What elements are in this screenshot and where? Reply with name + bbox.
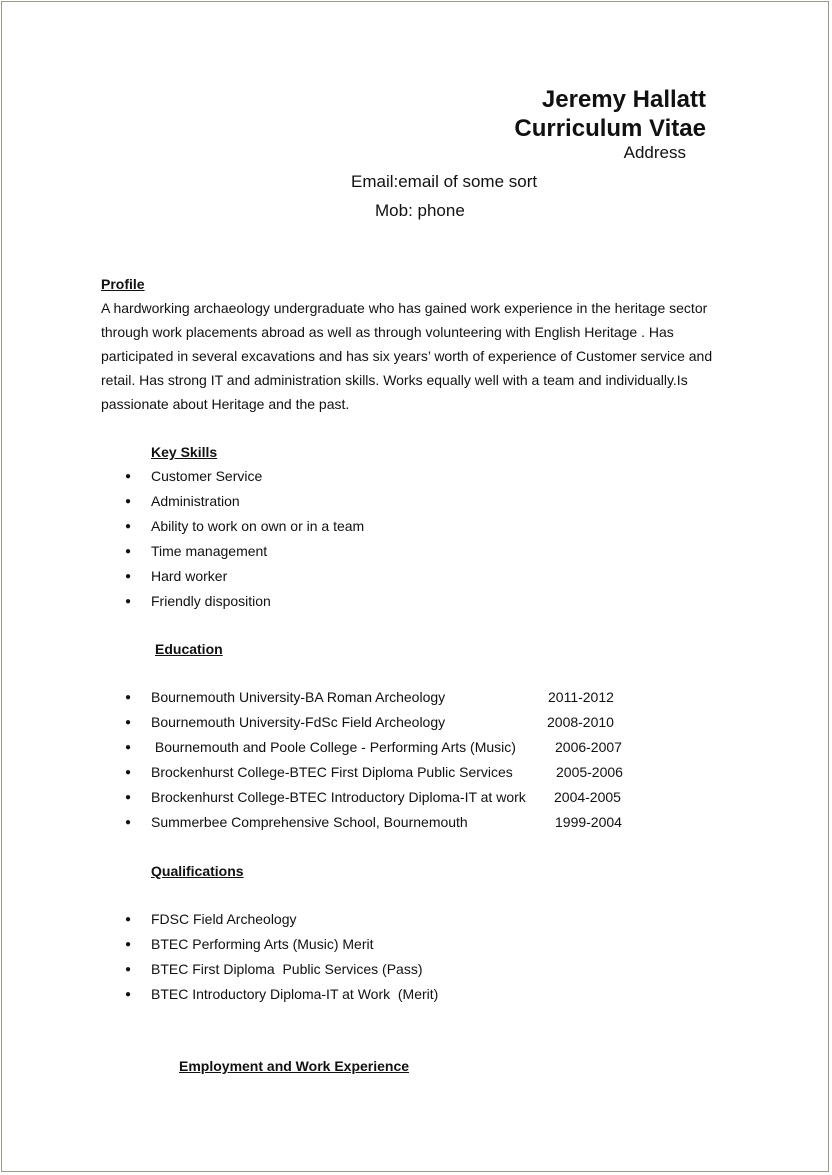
bullet-icon: ● [125, 989, 132, 1000]
list-item [125, 785, 621, 810]
bullet-icon: ● [125, 596, 132, 607]
list-item [125, 539, 364, 564]
list-item [125, 932, 438, 957]
mobile-line: Mob: phone [375, 201, 465, 220]
bullet-icon: ● [125, 692, 132, 703]
list-item [125, 760, 623, 785]
bullet-icon: ● [125, 914, 132, 925]
list-item [125, 589, 364, 614]
skill-label: Ability to work on own or in a team [151, 518, 365, 534]
bullet-icon: ● [125, 817, 132, 828]
qualification-label: FDSC Field Archeology [151, 911, 297, 927]
education-institution: Bournemouth and Poole College - Performing Arts (Music) [151, 739, 516, 755]
list-item [125, 735, 622, 760]
list-item [125, 710, 614, 735]
list-item [125, 489, 364, 514]
key-skills-list [125, 464, 365, 614]
education-years: 2005-2006 [556, 764, 623, 780]
bullet-icon: ● [125, 939, 132, 950]
bullet-icon: ● [125, 742, 132, 753]
employment-heading: Employment and Work Experience [179, 1058, 410, 1074]
qualification-label: BTEC First Diploma Public Services (Pass) [151, 961, 423, 977]
list-item [125, 957, 438, 982]
email-line: Email:email of some sort [351, 172, 538, 191]
education-list [125, 685, 623, 835]
education-years: 2004-2005 [554, 789, 621, 805]
skill-label: Administration [151, 493, 240, 509]
key-skills-heading: Key Skills [151, 444, 218, 460]
bullet-icon: ● [125, 496, 132, 507]
bullet-icon: ● [125, 767, 132, 778]
qualification-label: BTEC Introductory Diploma-IT at Work (Merit) [151, 986, 439, 1002]
list-item [125, 907, 438, 932]
bullet-icon: ● [125, 571, 132, 582]
bullet-icon: ● [125, 964, 132, 975]
profile-heading: Profile [101, 276, 145, 292]
bullet-icon: ● [125, 521, 132, 532]
skill-label: Hard worker [151, 568, 228, 584]
address-line: Address [623, 143, 686, 162]
education-years: 2008-2010 [547, 714, 614, 730]
qualifications-heading: Qualifications [151, 863, 244, 879]
education-years: 2011-2012 [548, 689, 614, 705]
profile-text: A hardworking archaeology undergraduate who has gained work experience in the heritage sector through work placements abroad as well as through volunteering with English Heritage . Has participated in several excavations and has six years’ worth of experience of Customer service and retail. Has strong IT and administration skills. Works equally well with a team and individually.Is passionate about Heritage and the past. [101, 300, 713, 412]
list-item [125, 564, 364, 589]
bullet-icon: ● [125, 471, 132, 482]
education-years: 1999-2004 [555, 814, 622, 830]
skill-label: Customer Service [151, 468, 263, 484]
bullet-icon: ● [125, 717, 132, 728]
list-item [125, 685, 614, 710]
list-item [125, 464, 364, 489]
education-institution: Summerbee Comprehensive School, Bournemouth [151, 814, 468, 830]
education-years: 2006-2007 [555, 739, 622, 755]
education-heading: Education [155, 641, 223, 657]
education-institution: Bournemouth University-FdSc Field Archeology [151, 714, 446, 730]
qualification-label: BTEC Performing Arts (Music) Merit [151, 936, 374, 952]
qualifications-list [125, 907, 439, 1007]
candidate-name: Jeremy Hallatt [541, 86, 706, 113]
list-item [125, 982, 439, 1007]
education-institution: Brockenhurst College-BTEC Introductory Diploma-IT at work [151, 789, 526, 805]
bullet-icon: ● [125, 792, 132, 803]
education-institution: Bournemouth University-BA Roman Archeology [151, 689, 446, 705]
skill-label: Time management [151, 543, 268, 559]
skill-label: Friendly disposition [151, 593, 271, 609]
document-title: Curriculum Vitae [514, 115, 706, 142]
list-item [125, 810, 622, 835]
education-institution: Brockenhurst College-BTEC First Diploma Public Services [151, 764, 513, 780]
bullet-icon: ● [125, 546, 132, 557]
list-item [125, 514, 365, 539]
